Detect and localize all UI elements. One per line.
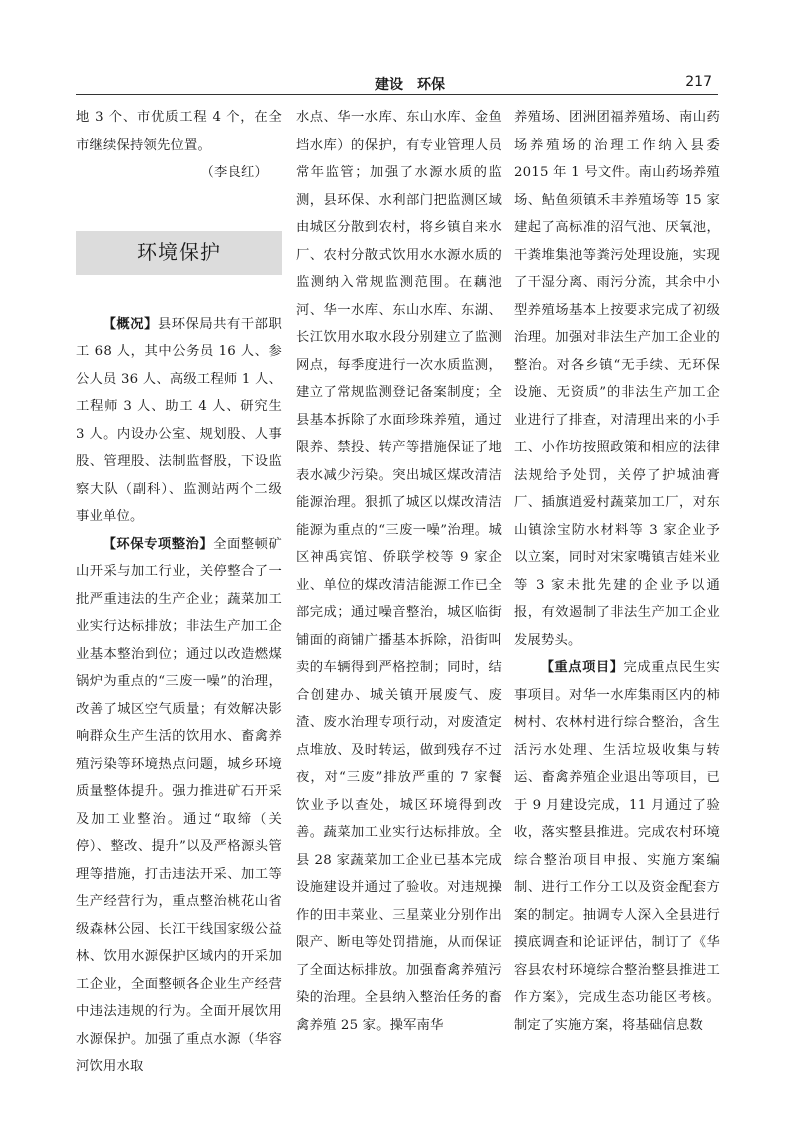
column-2 [296, 104, 502, 1039]
attribution: （李良红） [200, 165, 268, 180]
overview-body: 县环保局共有干部职工 68 人，其中公务员 16 人、参公人员 36 人、高级工程师 1 人、工程师 3 人、助工 4 人、研究生 3 人。内设办公室、规划股、人事股、管理股、法制监督股，下设监察大队（副科）、监测站两个二级事业单位。 [76, 316, 282, 524]
rectification-heading: 【环保专项整治】 [102, 536, 214, 552]
column-1 [76, 104, 282, 1081]
column-3 [514, 104, 720, 1039]
running-header-title: 建设 环保 [375, 77, 445, 93]
key-projects-body: 完成重点民生实事项目。对华一水库集雨区内的柿树村、农林村进行综合整治，含生活污水处理、生活垃圾收集与转运、畜禽养殖企业退出等项目，已于 9 月建设完成，11 月通过了验收，落实整县推进。完成农村环境综合整治项目申报、实施方案编制、进行工作分工以及资金配套方案的制定。抽调专人深入全县进行摸底调查和论证评估，制订了《华容县农村环境综合整治整县推进工作方案》，完成生态功能区考核。制定了实施方案，将基础信息数 [514, 660, 720, 1033]
key-projects-heading: 【重点项目】 [540, 660, 624, 675]
section-title: 环境保护 [76, 231, 282, 275]
header-rule [76, 94, 718, 95]
page-number: 217 [685, 74, 712, 90]
key-projects-paragraph [514, 654, 720, 1039]
rectification-paragraph [76, 531, 282, 1081]
rectification-body: 全面整顿矿山开采与加工行业，关停整合了一批严重违法的生产企业；蔬菜加工业实行达标排放；非法生产加工企业基本整治到位；通过以改造燃煤锅炉为重点的“三废一噪”的治理，改善了城区空气质量；有效解决影响群众生产生活的饮用水、畜禽养殖污染等环境热点问题，城乡环境质量整体提升。强力推进矿石开采及加工业整治。通过“取缔（关停）、整改、提升”以及严格源头管理等措施，打击违法开采、加工等生产经营行为，重点整治桃花山省级森林公园、长江干线国家级公益林、饮用水源保护区域内的开采加工企业，全面整顿各企业生产经营中违法违规的行为。全面开展饮用水源保护。加强了重点水源（华容河饮用水取 [76, 536, 282, 1074]
column-2-text: 水点、华一水库、东山水库、金鱼垱水库）的保护，有专业管理人员常年监管；加强了水源水质的监测，县环保、水利部门把监测区域由城区分散到农村，将乡镇自来水厂、农村分散式饮用水水源水质的监测纳入常规监测范围。在藕池河、华一水库、东山水库、东湖、长江饮用水取水段分别建立了监测网点，每季度进行一次水质监测，建立了常规监测登记备案制度；全县基本拆除了水面珍珠养殖，通过限养、禁投、转产等措施保证了地表水减少污染。突出城区煤改清洁能源治理。狠抓了城区以煤改清洁能源为重点的“三废一噪”治理。城区神禹宾馆、侨联学校等 9 家企业、单位的煤改清洁能源工作已全部完成；通过噪音整治，城区临街铺面的商铺广播基本拆除，沿街叫卖的车辆得到严格控制；同时，结合创建办、城关镇开展废气、废渣、废水治理专项行动，对废渣定点堆放、及时转运，做到残存不过夜，对“三废”排放严重的 7 家餐饮业予以查处，城区环境得到改善。蔬菜加工业实行达标排放。全县 28 家蔬菜加工企业已基本完成设施建设并通过了验收。对违规操作的田丰菜业、三星菜业分别作出限产、断电等处罚措施，从而保证了全面达标排放。加强畜禽养殖污染的治理。全县纳入整治任务的畜禽养殖 25 家。操军南华 [296, 110, 502, 1033]
overview-heading: 【概况】 [102, 316, 158, 332]
continued-paragraph: 地 3 个、市优质工程 4 个，在全市继续保持领先位置。 [76, 110, 282, 153]
column-3-continued: 养殖场、团洲团福养殖场、南山药场养殖场的治理工作纳入县委 2015 年 1 号文件。南山药场养殖场、鲇鱼须镇禾丰养殖场等 15 家建起了高标准的沼气池、厌氧池，干粪堆集池等粪污处理设施，实现了干湿分离、雨污分流，其余中小型养殖场基本上按要求完成了初级治理。加强对非法生产加工企业的整治。对各乡镇“无手续、无环保设施、无资质”的非法生产加工企业进行了排查，对清理出来的小手工、小作坊按照政策和相应的法律法规给予处罚，关停了护城油膏厂、插旗逍爱村蔬菜加工厂，对东山镇涂宝防水材料等 3 家企业予以立案，同时对宋家嘴镇吉娃米业等 3 家未批先建的企业予以通报，有效遏制了非法生产加工企业发展势头。 [514, 110, 720, 648]
overview-paragraph [76, 311, 282, 531]
